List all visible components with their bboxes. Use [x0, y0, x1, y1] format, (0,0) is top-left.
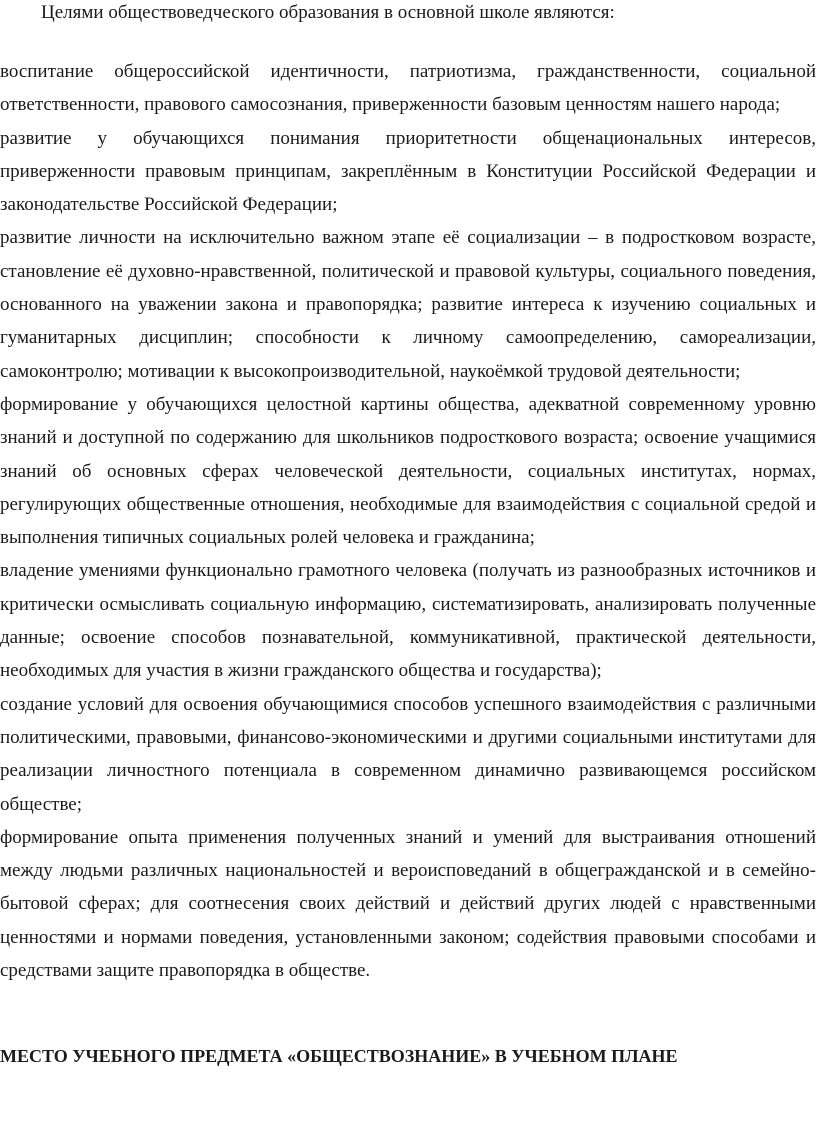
goal-paragraph: создание условий для освоения обучающимися способов успешного взаимодействия с различными политическими, правовыми, финансово-экономическими и другими социальными институтами для реализации личностного потенциала в современном динамично развивающемся российском обществе; — [0, 693, 816, 815]
goal-paragraph: владение умениями функционально грамотного человека (получать из разнообразных источников и критически осмысливать социальную информацию, систематизировать, анализировать полученные данные; освоение способов познавательной, коммуникативной, практической деятельности, необходимых для участия в жизни гражданского общества и государства); — [0, 560, 816, 682]
goal-paragraph: формирование опыта применения полученных знаний и умений для выстраивания отношений между людьми различных национальностей и вероисповеданий в общегражданской и в семейно-бытовой сферах; для соотнесения своих действий и действий других людей с нравственными ценностями и нормами поведения, установленными законом; содействия правовыми способами и средствами защите правопорядка в обществе. — [0, 826, 816, 982]
section-heading: МЕСТО УЧЕБНОГО ПРЕДМЕТА «ОБЩЕСТВОЗНАНИЕ» В УЧЕБНОМ ПЛАНЕ — [0, 1046, 678, 1066]
goal-paragraph: воспитание общероссийской идентичности, патриотизма, гражданственности, социальной ответственности, правового самосознания, приверженности базовым ценностям нашего народа; — [0, 61, 816, 116]
goals-list — [0, 55, 816, 987]
intro-line: Целями обществоведческого образования в основной школе являются: — [41, 2, 615, 23]
goal-paragraph: развитие у обучающихся понимания приоритетности общенациональных интересов, приверженности правовым принципам, закреплённым в Конституции Российской Федерации и законодательстве Российской Федерации; — [0, 127, 816, 216]
goal-paragraph: формирование у обучающихся целостной картины общества, адекватной современному уровню знаний и доступной по содержанию для школьников подросткового возраста; освоение учащимися знаний об основных сферах человеческой деятельности, социальных институтах, нормах, регулирующих общественные отношения, необходимые для взаимодействия с социальной средой и выполнения типичных социальных ролей человека и гражданина; — [0, 393, 816, 549]
goal-paragraph: развитие личности на исключительно важном этапе её социализации – в подростковом возрасте, становление её духовно-нравственной, политической и правовой культуры, социального поведения, основанного на уважении закона и правопорядка; развитие интереса к изучению социальных и гуманитарных дисциплин; способности к личному самоопределению, самореализации, самоконтролю; мотивации к высокопроизводительной, наукоёмкой трудовой деятельности; — [0, 227, 816, 382]
